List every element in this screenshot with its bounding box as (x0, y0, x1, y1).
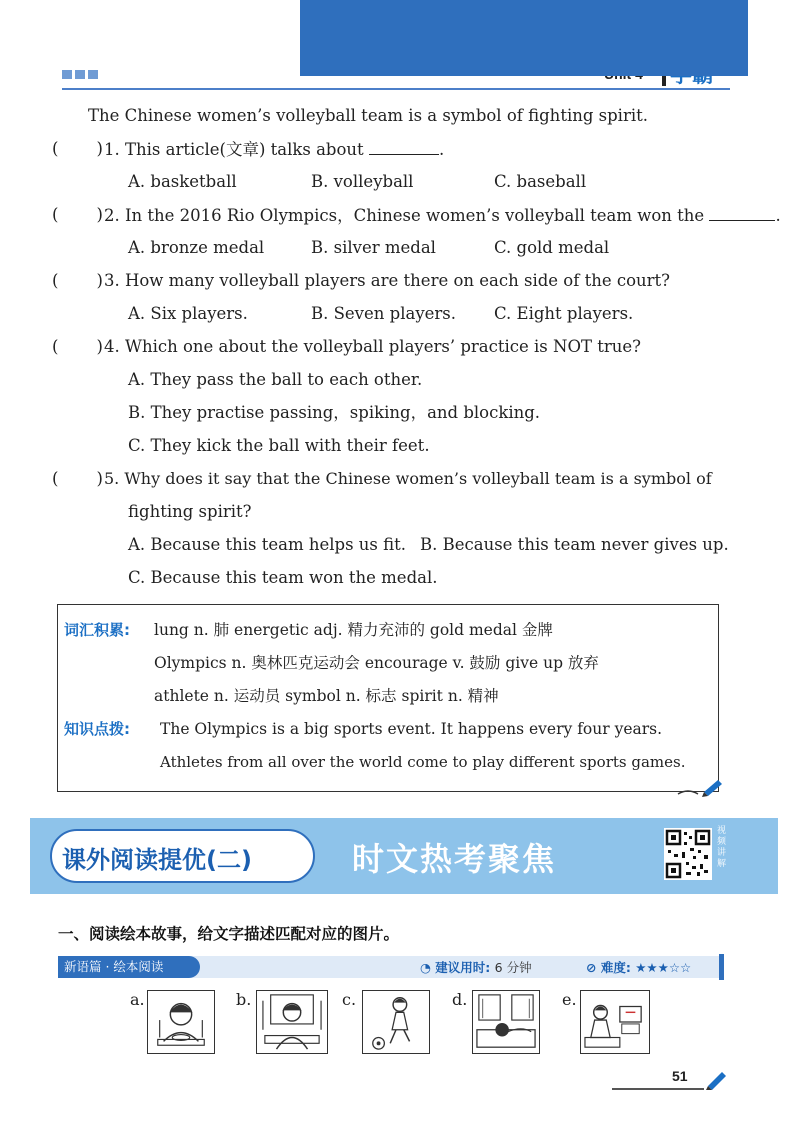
q5-option-b[interactable]: B. Because this team never gives up. (420, 535, 729, 554)
q2-option-a[interactable]: A. bronze medal (128, 238, 265, 257)
question-5-cont: fighting spirit? (128, 502, 252, 521)
picture-b-washing-image[interactable] (256, 990, 328, 1054)
pencil-icon-footer (704, 1070, 728, 1090)
answer-paren-1[interactable]: ( ) (52, 139, 103, 158)
check-icon: ⊘ (586, 960, 597, 975)
q4-option-b[interactable]: B. They practise passing，spiking，and blocking. (128, 403, 541, 422)
answer-paren-5[interactable]: ( ) (52, 469, 103, 488)
difficulty-stars: ★★★☆☆ (635, 960, 692, 975)
time-value: 6 分钟 (494, 960, 532, 975)
question-3: 3. How many volleyball players are there on each side of the court? (104, 271, 671, 290)
answer-paren-4[interactable]: ( ) (52, 337, 103, 356)
q2-option-b[interactable]: B. silver medal (311, 238, 436, 257)
q3-option-c[interactable]: C. Eight players. (494, 304, 634, 323)
picture-c-football-image[interactable] (362, 990, 430, 1054)
banner-inner (300, 0, 748, 76)
q4-option-c[interactable]: C. They kick the ball with their feet. (128, 436, 430, 455)
qr-video-label: 视频讲解 (717, 826, 727, 869)
picture-label-e: e. (562, 990, 577, 1009)
q1-option-a[interactable]: A. basketball (128, 172, 237, 191)
question-2: 2. In the 2016 Rio Olympics，Chinese women’s volleyball team won the . (104, 206, 781, 225)
difficulty-label: 难度: (600, 960, 631, 975)
section-subtitle: 时文热考聚焦 (352, 840, 557, 878)
vocab-line-3: athlete n. 运动员 symbol n. 标志 spirit n. 精神 (154, 687, 499, 705)
blank-2[interactable] (709, 205, 775, 221)
pencil-icon (676, 776, 724, 798)
knowledge-line-2: Athletes from all over the world come to play different sports games. (160, 753, 686, 771)
vocab-line-2: Olympics n. 奥林匹克运动会 encourage v. 鼓励 give up 放弃 (154, 654, 599, 672)
header-rule (62, 88, 730, 90)
knowledge-label: 知识点拨: (64, 720, 130, 738)
picture-label-a: a. (130, 990, 145, 1009)
difficulty (586, 958, 691, 976)
suggested-time (420, 958, 532, 976)
question-1: 1. This article(文章) talks about . (104, 140, 445, 159)
answer-paren-3[interactable]: ( ) (52, 271, 103, 290)
picture-a-eating-image[interactable] (147, 990, 215, 1054)
time-label: 建议用时: (435, 960, 491, 975)
q1-option-b[interactable]: B. volleyball (311, 172, 414, 191)
header-squares (62, 70, 98, 79)
question-5: 5. Why does it say that the Chinese women’s volleyball team is a symbol of (104, 469, 712, 488)
q3-option-a[interactable]: A. Six players. (128, 304, 248, 323)
intro-line: The Chinese women’s volleyball team is a symbol of fighting spirit. (88, 106, 649, 125)
picture-e-tv-image[interactable] (580, 990, 650, 1054)
knowledge-line-1: The Olympics is a big sports event. It happens every four years. (160, 720, 663, 738)
page-number: 51 (672, 1068, 688, 1084)
question-4: 4. Which one about the volleyball players’ practice is NOT true? (104, 337, 641, 356)
picture-d-sleeping-image[interactable] (472, 990, 540, 1054)
vocab-line-1: lung n. 肺 energetic adj. 精力充沛的 gold medal 金牌 (154, 621, 553, 639)
strip-end-bar (719, 954, 724, 980)
q4-option-a[interactable]: A. They pass the ball to each other. (128, 370, 423, 389)
picture-label-c: c. (342, 990, 357, 1009)
q2-option-c[interactable]: C. gold medal (494, 238, 610, 257)
picture-label-d: d. (452, 990, 468, 1009)
section-title: 课外阅读提优(二) (62, 846, 252, 874)
clock-icon: ◔ (420, 960, 431, 975)
task-title: 一、阅读绘本故事，给文字描述匹配对应的图片。 (58, 925, 400, 943)
blank-1[interactable] (369, 139, 439, 155)
q5-option-a[interactable]: A. Because this team helps us fit. (128, 535, 407, 554)
qr-code-icon[interactable] (664, 828, 712, 880)
vocab-label: 词汇积累: (64, 621, 130, 639)
q5-option-c[interactable]: C. Because this team won the medal. (128, 568, 438, 587)
answer-paren-2[interactable]: ( ) (52, 205, 103, 224)
picture-label-b: b. (236, 990, 252, 1009)
q3-option-b[interactable]: B. Seven players. (311, 304, 457, 323)
task-tag: 新语篇 · 绘本阅读 (58, 956, 200, 978)
page-rule (612, 1088, 704, 1090)
q1-option-c[interactable]: C. baseball (494, 172, 587, 191)
